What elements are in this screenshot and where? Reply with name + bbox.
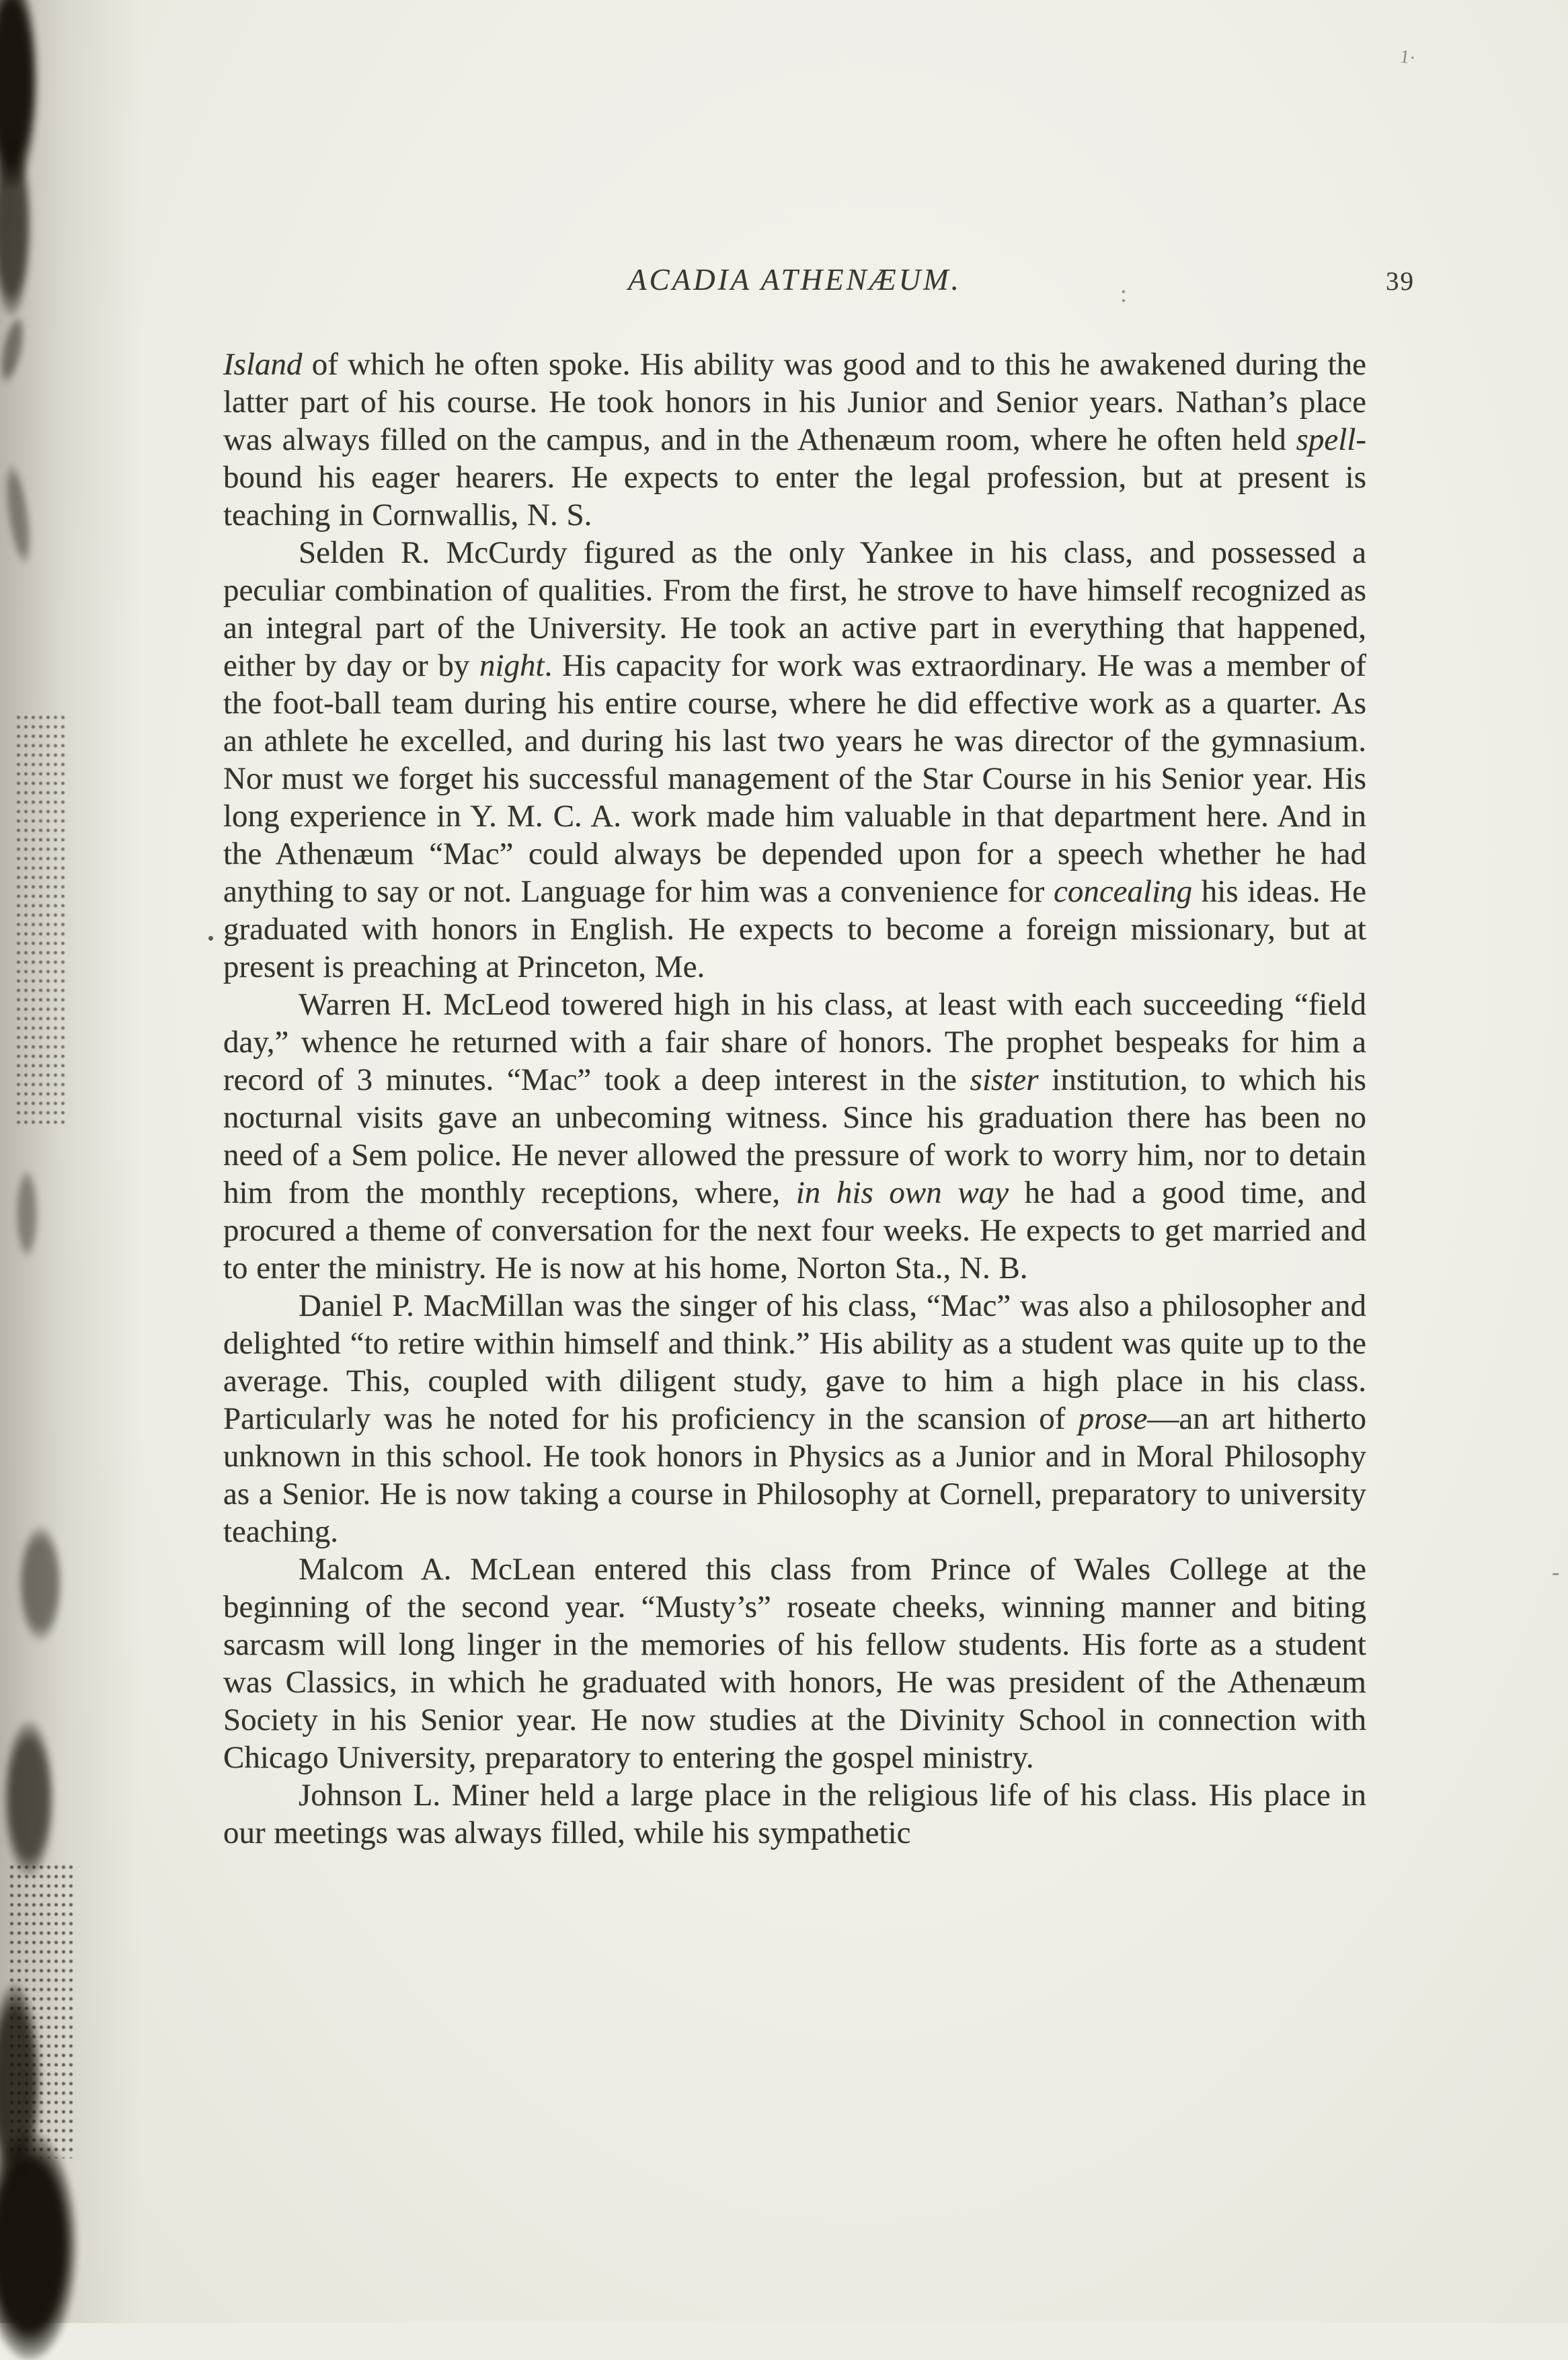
italic-text-run: concealing <box>1053 874 1193 909</box>
page-number: 39 <box>1386 267 1415 296</box>
text-run: he had a good time, and procured a theme of conversation for the next four weeks. He expects to get married and to enter the ministry. He is now at his home, Norton Sta., N. B. <box>223 1175 1366 1286</box>
paragraph <box>223 346 1366 534</box>
italic-text-run: in his own way <box>795 1175 1009 1210</box>
page-content <box>223 262 1415 1852</box>
italic-text-run: sister <box>970 1062 1039 1097</box>
text-run: his ideas. He graduated with honors in English. He expects to become a foreign missionary, but at present is preaching at Princeton, Me. <box>223 874 1366 984</box>
text-run: institution, to which his nocturnal visits gave an unbecoming witness. Since his graduation there has been no need of a Sem police. He never allowed the pressure of work to worry him, nor to detain him from the monthly receptions, where, <box>223 1062 1366 1210</box>
ink-speck <box>208 936 213 941</box>
text-run: Warren H. McLeod towered high in his class, at least with each succeeding “field day,” whence he returned with a fair share of honors. The prophet bespeaks for him a record of 3 minutes. “Mac” took a deep interest in the <box>223 987 1366 1097</box>
separator-mark: : <box>1120 280 1128 307</box>
ink-blot <box>16 1170 38 1257</box>
paragraph <box>223 1550 1366 1776</box>
italic-text-run: Island <box>223 347 303 382</box>
paragraph <box>223 1776 1366 1852</box>
paragraph <box>223 986 1366 1287</box>
text-run: of which he often spoke. His ability was good and to this he awakened during the latter part of his course. He took honors in his Junior and Senior years. Nathan’s place was always filled on the campus, and in the Athenæum room, where he often held <box>223 347 1366 457</box>
text-run: Malcom A. McLean entered this class from Prince of Wales College at the beginning of the second year. “Musty’s” roseate cheeks, winning manner and biting sarcasm will long linger in the memories of his fellow students. His forte as a student was Classics, in which he graduated with honors, He was president of the Athenæum Society in his Senior year. He now studies at the Divinity School in connection with Chicago University, preparatory to entering the gospel ministry. <box>223 1552 1366 1775</box>
text-run: -bound his eager hearers. He expects to enter the legal profession, but at present is teaching in Cornwallis, N. S. <box>223 422 1366 533</box>
text-run: Johnson L. Miner held a large place in the religious life of his class. His place in our meetings was always filled, while his sympathetic <box>223 1778 1366 1850</box>
paragraph <box>223 534 1366 986</box>
italic-text-run: prose <box>1078 1401 1148 1436</box>
italic-text-run: night <box>479 648 545 683</box>
scan-artifact-mark: - <box>1552 1560 1560 1585</box>
text-run: Selden R. McCurdy figured as the only Yankee in his class, and possessed a peculiar combination of qualities. From the first, he strove to have himself recognized as an integral part of the University. He took an active part in everything that happened, either by day or by <box>223 535 1366 683</box>
paragraph <box>223 1287 1366 1550</box>
text-run: —an art hitherto unknown in this school. He took honors in Physics as a Junior and in Moral Philosophy as a Senior. He is now taking a course in Philosophy at Cornell, preparatory to university teaching. <box>223 1401 1366 1549</box>
italic-text-run: spell <box>1296 422 1356 457</box>
ink-blot <box>19 1526 62 1641</box>
text-run: Daniel P. MacMillan was the singer of his class, “Mac” was also a philosopher and delighted “to retire within himself and think.” His ability as a student was quite up to the average. This, coupled with diligent study, gave to him a high place in his class. Particularly was he noted for his proficiency in the scansion of <box>223 1288 1366 1436</box>
body-text <box>223 346 1366 1852</box>
journal-title: ACADIA ATHENÆUM. <box>628 263 962 297</box>
text-run: . His capacity for work was extraordinary. He was a member of the foot-ball team during his entire course, where he did effective work as a quarter. As an athlete he excelled, and during his last two years he was director of the gymnasium. Nor must we forget his successful management of the Star Course in his Senior year. His long experience in Y. M. C. A. work made him valuable in that department here. And in the Athenæum “Mac” could always be depended upon for a speech whether he had anything to say or not. Language for him was a convenience for <box>223 648 1366 909</box>
ink-blot <box>4 1721 54 1876</box>
page-header <box>223 262 1415 312</box>
scan-artifact-mark: 1· <box>1399 46 1417 69</box>
